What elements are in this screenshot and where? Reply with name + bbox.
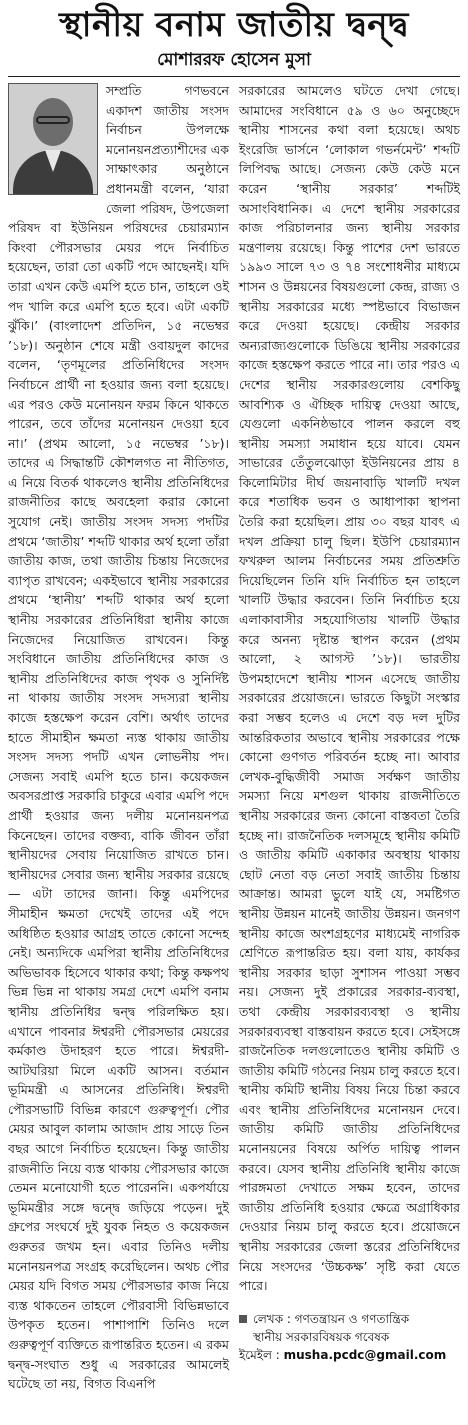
square-bullet-icon [239,1315,247,1323]
author-byline: মোশাররফ হোসেন মুসা [157,50,311,70]
left-column-body: সম্প্রতি গণভবনে একাদশ জাতীয় সংসদ নির্বাচন উপলক্ষে মনোনয়নপ্রত্যাশীদের এক সাক্ষাৎকার অনুষ্ঠানে প্রধানমন্ত্রী বলেন, ‘যারা জেলা পরিষদ, উপজেলা পরিষদ বা ইউনিয়ন পরিষদের চেয়ারম্যান কিংবা পৌরসভার মেয়র পদে নির্বাচিত হয়েছেন, তারা তো একটি পদে আছেনই। যদি তারা এখন কেউ এমপি হতে চান, তাহলে ওই পদ খালি করে এমপি হতে হবে। এটা একটি ঝুঁকি।’ (বাংলাদেশ প্রতিদিন, ১৫ নভেম্বর ’১৮)। অনুষ্ঠান শেষে মন্ত্রী ওবায়দুল কাদের বলেন, ‘তৃণমূলের প্রতিনিধিদের সংসদ নির্বাচনে প্রার্থী না হওয়ার জন্য বলা হয়েছে। এর পরও কেউ মনোনয়ন ফরম কিনে থাকতে পারেন, তবে তাঁদের মনোনয়ন দেওয়া হবে না।’ (প্রথম আলো, ১৫ নভেম্বর ’১৮)। তাদের এ সিদ্ধান্তটি কৌশলগত না নীতিগত, এ নিয়ে বিতর্ক থাকলেও স্থানীয় প্রতিনিধিদের রাজনীতির কাছে অবহেলা করার কোনো সুযোগ নেই। জাতীয় সংসদ সদস্য পদটির প্রথমে ‘জাতীয়’ শব্দটি থাকার অর্থ হলো তাঁরা জাতীয় কাজ, তথা জাতীয় চিন্তায় নিজেদের ব্যাপৃত রাখবেন; একইভাবে স্থানীয় সরকারের প্রথমে ‘স্থানীয়’ শব্দটি থাকার অর্থ হলো স্থানীয় সরকারের প্রতিনিধিরা স্থানীয় কাজে নিজেদের নিয়োজিত রাখবেন। কিন্তু সংবিধানে জাতীয় প্রতিনিধিদের কাজ ও স্থানীয় প্রতিনিধিদের কাজ পৃথক ও সুনির্দিষ্ট না থাকায় জাতীয় সংসদ সদস্যরা স্থানীয় কাজে হস্তক্ষেপ করেন বেশি। অর্থাৎ তাদের হাতে সীমাহীন ক্ষমতা ন্যস্ত থাকায় জাতীয় সংসদ সদস্য পদটি এখন লোভনীয় পদ। সেজন্য সবাই এমপি হতে চান। কয়েকজন অবসরপ্রাপ্ত সরকারি চাকুরে এবার এমপি পদে প্রার্থী হওয়ার জন্য দলীয় মনোনয়নপত্র কিনেছেন। তাদের বক্তব্য, বাকি জীবন তাঁরা স্থানীয়দের সেবায় নিয়োজিত রাখতে চান। স্থানীয়দের সেবার জন্য স্থানীয় সরকার রয়েছে— এটা তাদের জানা। কিন্তু এমপিদের সীমাহীন ক্ষমতা দেখেই তাদের এই পদে অধিষ্ঠিত হওয়ার আগ্রহ তাতে কোনো সন্দেহ নেই। অন্যদিকে এমপিরা স্থানীয় প্রতিনিধিদের অভিভাবক হিসেবে থাকার কথা; কিন্তু কক্ষপথ ভিন্ন ভিন্ন না থাকায় সমগ্র দেশে এমপি বনাম স্থানীয় প্রতিনিধির দ্বন্দ্ব পরিলক্ষিত হয়। এখানে পাবনার ঈশ্বরদী পৌরসভার মেয়রের কর্মকাণ্ড উদাহরণ হতে পারে। ঈশ্বরদী-আটঘরিয়া মিলে একটি আসন। বর্তমান ভূমিমন্ত্রী এ আসনের প্রতিনিধি। ঈশ্বরদী পৌরসভাটি বিভিন্ন কারণে গুরুত্বপূর্ণ। পৌর মেয়র আবুল কালাম আজাদ প্রায় সাড়ে তিন বছর আগে নির্বাচিত হয়েছেন। কিন্তু জাতীয় রাজনীতি নিয়ে ব্যস্ত থাকায় পৌরসভার কাজে তেমন মনোযোগী হতে পারেননি। একপর্যায়ে ভূমিমন্ত্রীর সঙ্গে দ্বন্দ্বে জড়িয়ে পড়েন। দুই গ্রুপের সংঘর্ষে দুই যুবক নিহত ও কয়েকজন গুরুতর জখম হন। এবার তিনিও দলীয় মনোনয়নপত্র সংগ্রহ করেছিলেন। অথচ পৌর মেয়র যদি বিগত সময় পৌরসভার কাজ নিয়ে ব্যস্ত থাকতেন তাহলে পৌরবাসী বিভিন্নভাবে উপকৃত হতেন। পাশাপাশি তিনিও দলে গুরুত্বপূর্ণ ব্যক্তিতে রূপান্তরিত হতেন। এ রকম দ্বন্দ্ব-সংঘাত শুধু এ সরকারের আমলেই ঘটেছে তা নয়, বিগত বিএনপি [8,83,229,1392]
portrait-glasses [36,116,70,124]
article-columns [8,81,460,1394]
footer-line-1 [239,1310,460,1328]
email-label: ইমেইল : [239,1347,280,1362]
right-column [239,81,460,1394]
article-headline: স্থানীয় বনাম জাতীয় দ্বন্দ্ব [59,5,409,45]
author-photo [8,83,98,195]
header-divider [8,76,460,77]
footer-email-line [239,1346,460,1364]
author-footer [239,1310,460,1364]
footer-author-role: লেখক : গণতন্ত্রায়ন ও গণতান্ত্রিক [253,1311,410,1326]
footer-line-2: স্থানীয় সরকারবিষয়ক গবেষক [253,1329,390,1344]
author-email: musha.pcdc@gmail.com [283,1347,447,1362]
right-column-body: সরকারের আমলেও ঘটতে দেখা গেছে। আমাদের সংবিধানে ৫৯ ও ৬০ অনুচ্ছেদে স্থানীয় শাসনের কথা বলা হয়েছে। অথচ ইংরেজি ভার্সনে ‘লোকাল গভর্নমেন্ট’ শব্দটি লিপিবদ্ধ আছে। সেজন্য কেউ কেউ মনে করেন ‘স্থানীয় সরকার’ শব্দটিই অসাংবিধানিক। এ দেশে স্থানীয় সরকারের কাজ পরিচালনার জন্য স্থানীয় সরকার মন্ত্রণালয় রয়েছে। কিন্তু পাশের দেশ ভারতে ১৯৯৩ সালে ৭৩ ও ৭৪ সংশোধনীর মাধ্যমে শাসন ও উন্নয়নের বিষয়গুলো কেন্দ্র, রাজ্য ও স্থানীয় সরকারের মধ্যে স্পষ্টভাবে বিভাজন করে দেওয়া হয়েছে। কেন্দ্রীয় সরকার অন্যরাজ্যগুলোকে ডিঙিয়ে স্থানীয় সরকারের কাজে হস্তক্ষেপ করতে পারে না। তার পরও এ দেশের স্থানীয় সরকারগুলোয় বেশকিছু আবশ্যিক ও ঐচ্ছিক দায়িত্ব দেওয়া আছে, যেগুলো একনিষ্ঠভাবে পালন করলে বহু স্থানীয় সমস্যা সমাধান হয়ে যাবে। যেমন সাভারের তেঁতুলঝোড়া ইউনিয়নের প্রায় ৪ কিলোমিটার দীর্ঘ জয়নাবাড়ি খালটি দখল করে শতাধিক ভবন ও আধাপাকা স্থাপনা তৈরি করা হয়েছিল। প্রায় ৩০ বছর যাবৎ এ দখল প্রক্রিয়া চালু ছিল। ইউপি চেয়ারম্যান ফখরুল আলম নির্বাচনের সময় প্রতিশ্রুতি দিয়েছিলেন তিনি যদি নির্বাচিত হন তাহলে খালটি উদ্ধার করবেন। তিনি নির্বাচিত হয়ে এলাকাবাসীর সহযোগিতায় খালটি উদ্ধার করে অনন্য দৃষ্টান্ত স্থাপন করেন (প্রথম আলো, ২ আগস্ট ’১৮)। ভারতীয় উপমহাদেশে স্থানীয় শাসন এসেছে জাতীয় সরকারের প্রয়োজনে। ভারতে কিছুটা সংস্কার করা সম্ভব হলেও এ দেশে বড় দল দুটির আন্তরিকতার অভাবে স্থানীয় সরকারের পক্ষে কোনো গুণগত পরিবর্তন হচ্ছে না। আবার লেখক-বুদ্ধিজীবী সমাজ সর্বক্ষণ জাতীয় সমস্যা নিয়ে মশগুল থাকায় রাজনীতিতে স্থানীয় সরকারের জন্য কোনো বাস্তবতা তৈরি হচ্ছে না। রাজনৈতিক দলসমূহে স্থানীয় কমিটি ও জাতীয় কমিটি একাকার অবস্থায় থাকায় ছোট নেতা বড় নেতা সবাই জাতীয় চিন্তায় আক্রান্ত। আমরা ভুলে যাই যে, সমষ্টিগত স্থানীয় উন্নয়ন মানেই জাতীয় উন্নয়ন। জনগণ স্থানীয় কাজে অংশগ্রহণের মাধ্যমেই নাগরিক শ্রেণিতে রূপান্তরিত হয়। বলা যায়, কার্যকর স্থানীয় সরকার ছাড়া সুশাসন পাওয়া সম্ভব নয়। সেজন্য দুই প্রকারের সরকার-ব্যবস্থা, তথা কেন্দ্রীয় সরকারব্যবস্থা ও স্থানীয় সরকারব্যবস্থা বাস্তবায়ন করতে হবে। সেইসঙ্গে রাজনৈতিক দলগুলোতেও স্থানীয় কমিটি ও জাতীয় কমিটি গঠনের নিয়ম চালু করতে হবে। স্থানীয় কমিটি স্থানীয় বিষয় নিয়ে চিন্তা করবে এবং স্থানীয় প্রতিনিধিদের মনোনয়ন দেবে। জাতীয় কমিটি জাতীয় প্রতিনিধিদের মনোনয়নের বিষয়ে অর্পিত দায়িত্ব পালন করবে। যেসব স্থানীয় প্রতিনিধি স্থানীয় কাজে পারঙ্গমতা দেখাতে সক্ষম হবেন, তাদের জাতীয় প্রতিনিধি হওয়ার ক্ষেত্রে অগ্রাধিকার দেওয়ার নিয়ম চালু করতে হবে। প্রয়োজনে স্থানীয় সরকারের জেলা স্তরের প্রতিনিধিদের নিয়ে সংসদের ‘উচ্চকক্ষ’ সৃষ্টি করা যেতে পারে। [239,83,460,1294]
left-column [8,81,229,1394]
